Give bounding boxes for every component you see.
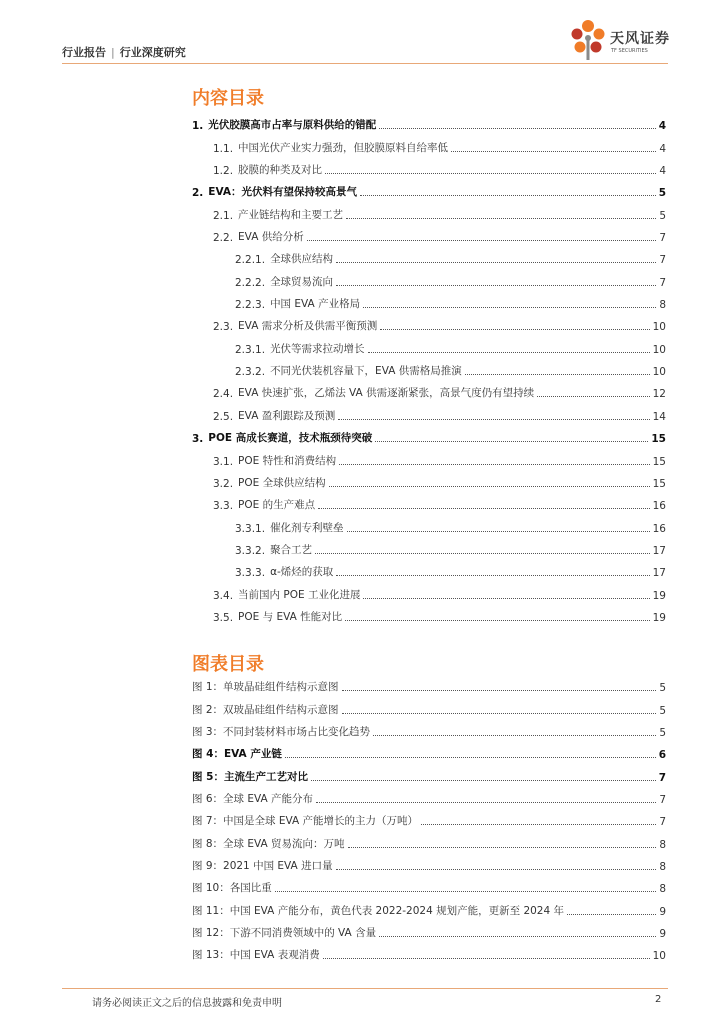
toc-entry[interactable] bbox=[192, 222, 666, 244]
figure-entry[interactable] bbox=[192, 873, 666, 895]
toc-entry-label: POE 特性和消费结构 bbox=[238, 454, 337, 467]
leader-dots bbox=[339, 464, 650, 465]
figures-list bbox=[192, 672, 666, 962]
figure-entry-page: 5 bbox=[659, 682, 666, 695]
leader-dots bbox=[346, 218, 656, 219]
toc-entry[interactable] bbox=[192, 423, 666, 445]
toc-entry[interactable] bbox=[192, 535, 666, 557]
toc-entry[interactable] bbox=[192, 557, 666, 579]
toc-entry[interactable] bbox=[192, 512, 666, 534]
leader-dots bbox=[451, 151, 656, 152]
flower-logo-icon bbox=[568, 18, 608, 62]
toc-entry-number: 3. bbox=[192, 433, 204, 446]
figure-entry-page: 9 bbox=[659, 928, 666, 941]
footer-divider bbox=[62, 988, 668, 989]
figure-entry-page: 8 bbox=[659, 838, 666, 851]
leader-dots bbox=[316, 802, 656, 803]
toc-entry-page: 19 bbox=[652, 611, 666, 624]
leader-dots bbox=[373, 735, 656, 736]
toc-entry-number: 1.2. bbox=[213, 165, 234, 178]
toc-entry[interactable] bbox=[192, 132, 666, 154]
contents-title: 内容目录 bbox=[192, 88, 264, 109]
leader-dots bbox=[375, 441, 648, 442]
toc-entry-page: 12 bbox=[652, 388, 666, 401]
toc-entry-number: 2.2.3. bbox=[235, 299, 266, 312]
toc-entry-page: 4 bbox=[659, 165, 666, 178]
toc-entry[interactable] bbox=[192, 311, 666, 333]
figure-entry-label: 图 10：各国比重 bbox=[192, 882, 272, 895]
page-header bbox=[0, 0, 724, 70]
toc-entry-number: 2.2.1. bbox=[235, 254, 266, 267]
leader-dots bbox=[315, 553, 650, 554]
toc-entry-label: 产业链结构和主要工艺 bbox=[238, 208, 344, 221]
figure-entry-label: 图 7：中国是全球 EVA 产能增长的主力（万吨） bbox=[192, 815, 419, 828]
leader-dots bbox=[465, 374, 650, 375]
toc-entry-page: 10 bbox=[652, 343, 666, 356]
leader-dots bbox=[348, 847, 657, 848]
toc-entry-page: 15 bbox=[652, 477, 666, 490]
toc-entry-number: 2.3.1. bbox=[235, 343, 266, 356]
toc-entry-label: POE 与 EVA 性能对比 bbox=[238, 610, 343, 623]
toc-entry-number: 3.3.1. bbox=[235, 522, 266, 535]
figure-entry-label: 图 5：主流生产工艺对比 bbox=[192, 770, 308, 783]
figure-entry-page: 8 bbox=[659, 883, 666, 896]
toc-entry-page: 15 bbox=[651, 433, 666, 446]
toc-entry-number: 3.1. bbox=[213, 455, 234, 468]
breadcrumb-report-type: 行业报告 bbox=[62, 46, 106, 59]
toc-entry-page: 16 bbox=[652, 522, 666, 535]
toc-entry-label: 聚合工艺 bbox=[270, 543, 313, 556]
figure-entry[interactable] bbox=[192, 940, 666, 962]
toc-entry[interactable] bbox=[192, 333, 666, 355]
leader-dots bbox=[336, 285, 656, 286]
toc-entry[interactable] bbox=[192, 177, 666, 199]
toc-entry-page: 5 bbox=[658, 187, 666, 200]
leader-dots bbox=[342, 713, 657, 714]
toc-entry-number: 2. bbox=[192, 187, 204, 200]
figure-entry[interactable] bbox=[192, 739, 666, 761]
toc-entry-number: 2.4. bbox=[213, 388, 234, 401]
figure-entry[interactable] bbox=[192, 895, 666, 917]
toc-entry[interactable] bbox=[192, 400, 666, 422]
toc-entry-label: 催化剂专利壁垒 bbox=[270, 521, 344, 534]
figure-entry-label: 图 11：中国 EVA 产能分布，黄色代表 2022-2024 规划产能，更新至 2024 年 bbox=[192, 904, 565, 917]
toc-entry[interactable] bbox=[192, 490, 666, 512]
figure-entry[interactable] bbox=[192, 761, 666, 783]
toc-entry-label: 光伏胶膜高市占率与原料供给的错配 bbox=[208, 119, 377, 132]
leader-dots bbox=[336, 575, 649, 576]
leader-dots bbox=[345, 620, 650, 621]
toc-entry-number: 3.3.3. bbox=[235, 567, 266, 580]
toc-entry-label: EVA 供给分析 bbox=[238, 231, 304, 244]
leader-dots bbox=[363, 307, 656, 308]
leader-dots bbox=[325, 173, 656, 174]
toc-entry-page: 16 bbox=[652, 500, 666, 513]
header-divider bbox=[62, 63, 668, 64]
figure-entry-page: 7 bbox=[658, 771, 666, 784]
toc-entry-page: 8 bbox=[659, 299, 666, 312]
toc-entry-number: 1. bbox=[192, 120, 204, 133]
toc-entry-label: POE 高成长赛道，技术瓶颈待突破 bbox=[208, 432, 373, 445]
figure-entry[interactable] bbox=[192, 784, 666, 806]
figure-entry-page: 8 bbox=[659, 861, 666, 874]
figure-entry[interactable] bbox=[192, 918, 666, 940]
figure-entry-label: 图 8：全球 EVA 贸易流向：万吨 bbox=[192, 837, 345, 850]
figure-entry-label: 图 2：双玻晶硅组件结构示意图 bbox=[192, 703, 339, 716]
figure-entry[interactable] bbox=[192, 851, 666, 873]
contents-list bbox=[192, 110, 666, 624]
figure-entry-page: 5 bbox=[659, 704, 666, 717]
figure-entry[interactable] bbox=[192, 717, 666, 739]
footer-disclaimer: 请务必阅读正文之后的信息披露和免责申明 bbox=[92, 998, 282, 1009]
leader-dots bbox=[336, 869, 657, 870]
toc-entry-label: 全球贸易流向 bbox=[270, 275, 334, 288]
figure-entry-page: 9 bbox=[659, 905, 666, 918]
toc-entry[interactable] bbox=[192, 378, 666, 400]
toc-entry-number: 3.3.2. bbox=[235, 544, 266, 557]
leader-dots bbox=[338, 419, 649, 420]
toc-entry[interactable] bbox=[192, 199, 666, 221]
figure-entry-label: 图 9：2021 中国 EVA 进口量 bbox=[192, 860, 333, 873]
toc-entry-label: POE 的生产难点 bbox=[238, 499, 316, 512]
leader-dots bbox=[379, 936, 656, 937]
figure-entry-label: 图 4：EVA 产业链 bbox=[192, 748, 282, 761]
toc-entry[interactable] bbox=[192, 289, 666, 311]
leader-dots bbox=[360, 195, 656, 196]
toc-entry[interactable] bbox=[192, 602, 666, 624]
figure-entry[interactable] bbox=[192, 672, 666, 694]
logo-company-name: 天风证券 bbox=[610, 31, 670, 47]
toc-entry-page: 14 bbox=[652, 410, 666, 423]
toc-entry-number: 3.2. bbox=[213, 477, 234, 490]
toc-entry[interactable] bbox=[192, 266, 666, 288]
toc-entry-number: 3.5. bbox=[213, 611, 234, 624]
toc-entry-page: 17 bbox=[652, 567, 666, 580]
toc-entry[interactable] bbox=[192, 110, 666, 132]
toc-entry-label: 光伏等需求拉动增长 bbox=[270, 342, 365, 355]
toc-entry-number: 2.1. bbox=[213, 209, 234, 222]
toc-entry-number: 2.3. bbox=[213, 321, 234, 334]
toc-entry-label: 中国光伏产业实力强劲，但胶膜原料自给率低 bbox=[238, 141, 449, 154]
figure-entry-label: 图 6：全球 EVA 产能分布 bbox=[192, 793, 314, 806]
toc-entry[interactable] bbox=[192, 445, 666, 467]
leader-dots bbox=[537, 396, 650, 397]
figure-entry[interactable] bbox=[192, 828, 666, 850]
leader-dots bbox=[421, 824, 656, 825]
breadcrumb bbox=[62, 44, 186, 60]
company-logo bbox=[568, 18, 678, 62]
toc-entry-label: EVA 快速扩张，乙烯法 VA 供需逐渐紧张，高景气度仍有望持续 bbox=[238, 387, 535, 400]
toc-entry-number: 3.4. bbox=[213, 589, 234, 602]
toc-entry-label: 不同光伏装机容量下，EVA 供需格局推演 bbox=[270, 365, 462, 378]
toc-entry-page: 19 bbox=[652, 589, 666, 602]
figure-entry-label: 图 1：单玻晶硅组件结构示意图 bbox=[192, 681, 339, 694]
figures-title: 图表目录 bbox=[192, 654, 264, 675]
toc-entry-label: 全球供应结构 bbox=[270, 253, 334, 266]
figure-entry-label: 图 13：中国 EVA 表观消费 bbox=[192, 949, 320, 962]
leader-dots bbox=[342, 690, 657, 691]
leader-dots bbox=[567, 914, 656, 915]
figure-entry-page: 10 bbox=[652, 950, 666, 963]
logo-company-subtitle: TF SECURITIES bbox=[611, 48, 648, 54]
toc-entry[interactable] bbox=[192, 468, 666, 490]
figure-entry-label: 图 3：不同封装材料市场占比变化趋势 bbox=[192, 726, 371, 739]
toc-entry-number: 1.1. bbox=[213, 142, 234, 155]
leader-dots bbox=[347, 531, 650, 532]
leader-dots bbox=[311, 780, 656, 781]
toc-entry-label: EVA 需求分析及供需平衡预测 bbox=[238, 320, 378, 333]
toc-entry[interactable] bbox=[192, 244, 666, 266]
toc-entry-page: 7 bbox=[659, 254, 666, 267]
leader-dots bbox=[336, 262, 656, 263]
leader-dots bbox=[329, 486, 650, 487]
toc-entry-number: 2.2. bbox=[213, 232, 234, 245]
toc-entry-label: EVA：光伏料有望保持较高景气 bbox=[208, 186, 358, 199]
figure-entry-page: 7 bbox=[659, 794, 666, 807]
toc-entry-page: 10 bbox=[652, 366, 666, 379]
leader-dots bbox=[363, 598, 649, 599]
toc-entry-label: 胶膜的种类及对比 bbox=[238, 164, 323, 177]
leader-dots bbox=[307, 240, 657, 241]
toc-entry-label: POE 全球供应结构 bbox=[238, 476, 326, 489]
toc-entry-number: 3.3. bbox=[213, 500, 234, 513]
toc-entry-page: 17 bbox=[652, 544, 666, 557]
figure-entry-page: 6 bbox=[658, 749, 666, 762]
toc-entry-page: 5 bbox=[659, 209, 666, 222]
page-number: 2 bbox=[655, 994, 662, 1005]
toc-entry[interactable] bbox=[192, 356, 666, 378]
toc-entry[interactable] bbox=[192, 155, 666, 177]
leader-dots bbox=[379, 128, 655, 129]
toc-entry-label: 中国 EVA 产业格局 bbox=[270, 298, 361, 311]
leader-dots bbox=[380, 329, 649, 330]
toc-entry-number: 2.2.2. bbox=[235, 276, 266, 289]
toc-entry-page: 15 bbox=[652, 455, 666, 468]
toc-entry-label: EVA 盈利跟踪及预测 bbox=[238, 409, 336, 422]
toc-entry-label: 当前国内 POE 工业化进展 bbox=[238, 588, 361, 601]
figure-entry[interactable] bbox=[192, 806, 666, 828]
toc-entry-number: 2.5. bbox=[213, 410, 234, 423]
breadcrumb-separator: | bbox=[111, 46, 115, 59]
leader-dots bbox=[318, 508, 650, 509]
figure-entry-label: 图 12：下游不同消费领域中的 VA 含量 bbox=[192, 927, 377, 940]
leader-dots bbox=[285, 757, 656, 758]
figure-entry-page: 7 bbox=[659, 816, 666, 829]
leader-dots bbox=[275, 891, 657, 892]
toc-entry-page: 4 bbox=[659, 142, 666, 155]
breadcrumb-report-subtype: 行业深度研究 bbox=[119, 46, 186, 59]
toc-entry-page: 7 bbox=[659, 232, 666, 245]
toc-entry-page: 4 bbox=[658, 120, 666, 133]
toc-entry[interactable] bbox=[192, 579, 666, 601]
figure-entry-page: 5 bbox=[659, 727, 666, 740]
toc-entry-label: α-烯烃的获取 bbox=[270, 566, 334, 579]
toc-entry-number: 2.3.2. bbox=[235, 366, 266, 379]
leader-dots bbox=[323, 958, 650, 959]
toc-entry-page: 7 bbox=[659, 276, 666, 289]
leader-dots bbox=[368, 352, 650, 353]
toc-entry-page: 10 bbox=[652, 321, 666, 334]
figure-entry[interactable] bbox=[192, 694, 666, 716]
